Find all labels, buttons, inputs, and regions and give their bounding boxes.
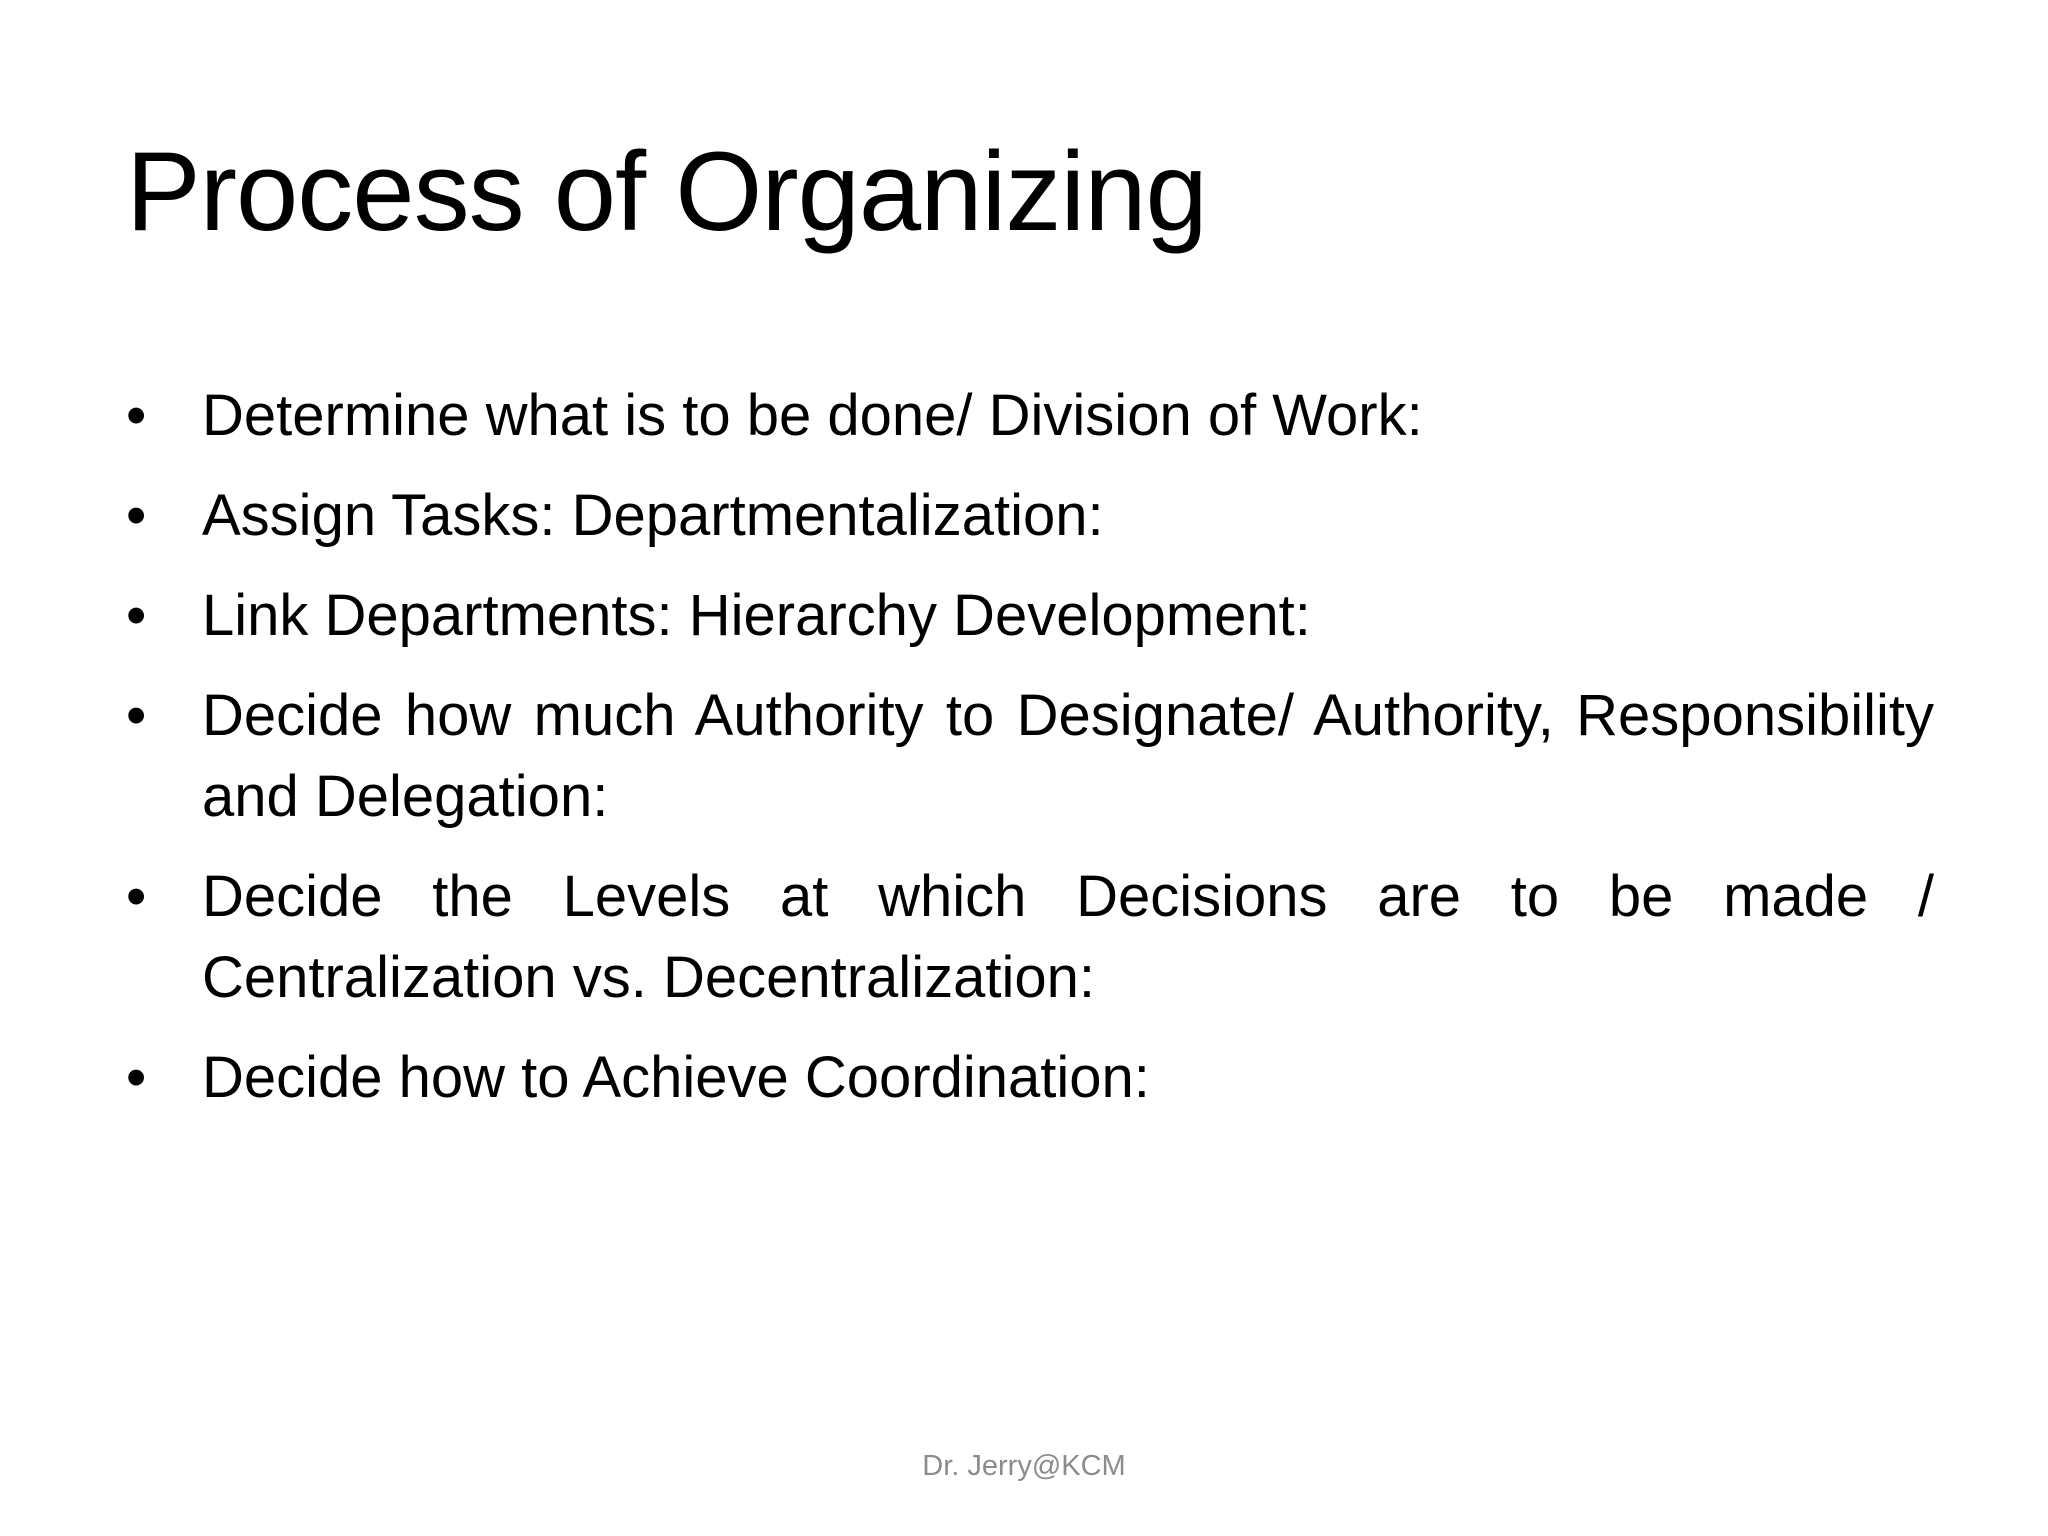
bullet-text: Decide the Levels at which Decisions are to be made / Centralization vs. Decentralization: xyxy=(202,864,1934,1010)
bullet-text: Link Departments: Hierarchy Development: xyxy=(202,583,1311,648)
bullet-text: Decide how much Authority to Designate/ Authority, Responsibility and Delegation: xyxy=(202,683,1934,829)
bullet-icon: • xyxy=(126,583,147,648)
bullet-item xyxy=(126,1037,1934,1118)
bullet-icon: • xyxy=(126,864,147,929)
slide-footer: Dr. Jerry@KCM xyxy=(922,1450,1126,1482)
bullet-icon: • xyxy=(126,683,147,748)
bullet-item xyxy=(126,475,1934,556)
slide-title: Process of Organizing xyxy=(126,129,1207,254)
bullet-text: Decide how to Achieve Coordination: xyxy=(202,1045,1150,1110)
bullet-icon: • xyxy=(126,383,147,448)
bullet-icon: • xyxy=(126,483,147,548)
bullet-item xyxy=(126,575,1934,656)
bullet-icon: • xyxy=(126,1045,147,1110)
bullet-item xyxy=(126,856,1934,1018)
bullet-item xyxy=(126,675,1934,837)
bullet-item xyxy=(126,375,1934,456)
bullet-text: Assign Tasks: Departmentalization: xyxy=(202,483,1104,548)
bullet-text: Determine what is to be done/ Division of Work: xyxy=(202,383,1423,448)
bullet-list xyxy=(126,375,1934,1137)
